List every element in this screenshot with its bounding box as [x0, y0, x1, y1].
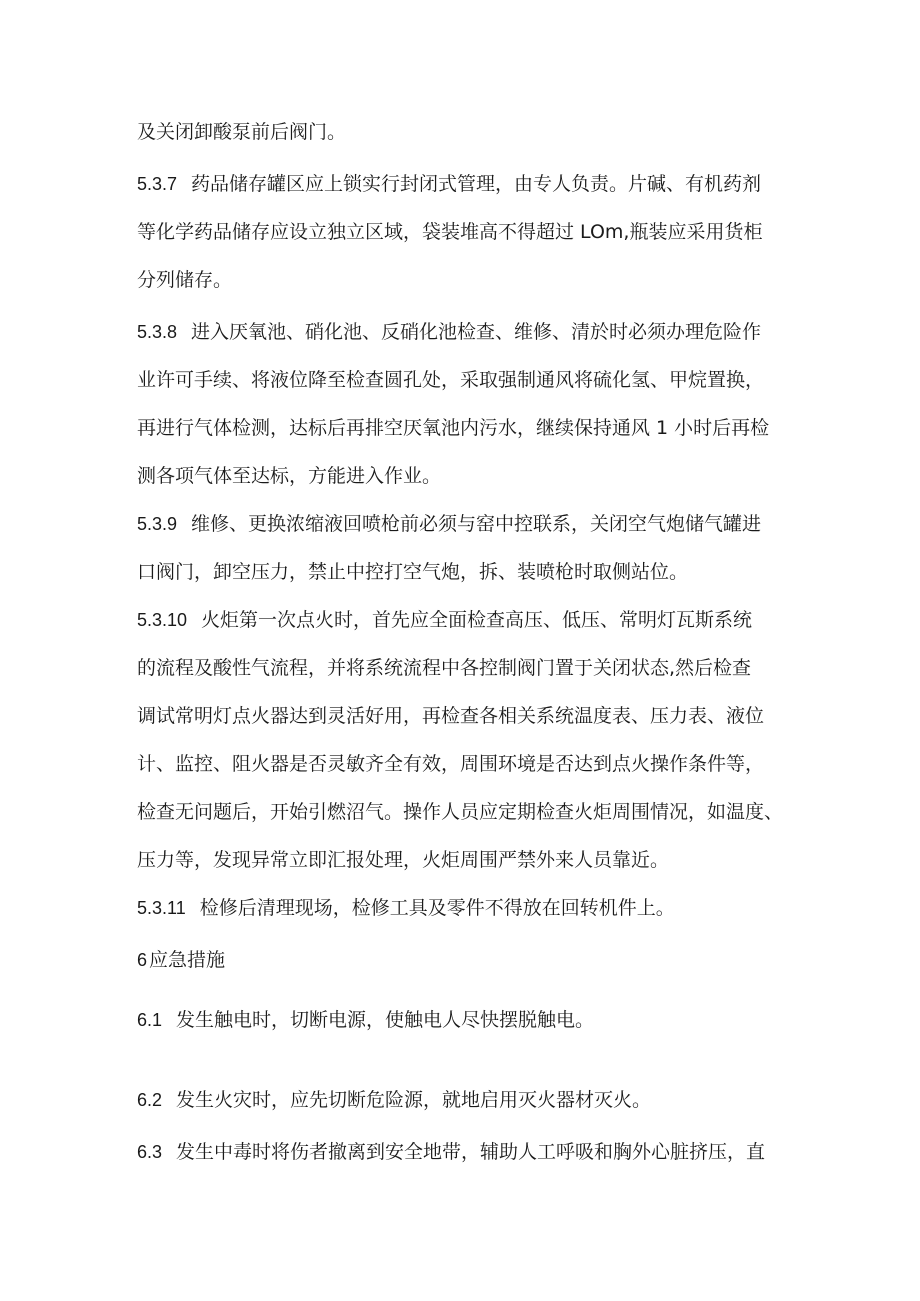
line-text: 业许可手续、将液位降至检查圆孔处，采取强制通风将硫化氢、甲烷置换， — [137, 369, 765, 391]
line-text: 及关闭卸酸泵前后阀门。 — [137, 121, 347, 143]
line-text: 计、监控、阻火器是否灵敏齐全有效，周围环境是否达到点火操作条件等， — [137, 753, 765, 775]
text-line — [137, 699, 797, 733]
line-text: 火炬第一次点火时，首先应全面检查高压、低压、常明灯瓦斯系统 — [201, 609, 753, 631]
line-text: 发生触电时，切断电源，使触电人尽快摆脱触电。 — [176, 1009, 595, 1031]
line-text: 检查无问题后，开始引燃沼气。操作人员应定期检查火炬周围情况，如温度、 — [137, 801, 784, 823]
section-number: 6 — [137, 950, 148, 970]
clause-number: 6.2 — [137, 1090, 163, 1110]
line-text: 维修、更换浓缩液回喷枪前必须与窑中控联系，关闭空气炮储气罐进 — [191, 513, 762, 535]
text-line — [137, 555, 797, 589]
clause-number: 5.3.7 — [137, 174, 178, 194]
clause-6-1 — [137, 1003, 797, 1037]
clause-number: 5.3.8 — [137, 322, 178, 342]
clause-number: 5.3.11 — [137, 898, 186, 918]
line-text: 口阀门，卸空压力，禁止中控打空气炮，拆、装喷枪时取侧站位。 — [137, 561, 689, 583]
text-line — [137, 215, 797, 249]
text-line — [137, 115, 797, 149]
line-text: 进入厌氧池、硝化池、反硝化池检查、维修、清於时必须办理危险作 — [191, 321, 762, 343]
line-text: 的流程及酸性气流程，并将系统流程中各控制阀门置于关闭状态,然后检查 — [137, 657, 752, 679]
text-line — [137, 263, 797, 297]
line-text: 发生火灾时，应先切断危险源，就地启用灭火器材灭火。 — [176, 1089, 652, 1111]
text-line — [137, 843, 797, 877]
line-text: 检修后清理现场，检修工具及零件不得放在回转机件上。 — [199, 897, 675, 919]
text-line — [137, 651, 797, 685]
clause-6-3 — [137, 1135, 797, 1169]
line-text: 发生中毒时将伤者撤离到安全地带，辅助人工呼吸和胸外心脏挤压，直 — [176, 1141, 766, 1163]
text-line — [137, 363, 797, 397]
text-line — [137, 459, 797, 493]
clause-number: 6.1 — [137, 1010, 163, 1030]
line-text: 药品储存罐区应上锁实行封闭式管理，由专人负责。片碱、有机药剂 — [191, 173, 762, 195]
clause-6-2 — [137, 1083, 797, 1117]
line-text: 测各项气体至达标，方能进入作业。 — [137, 465, 442, 487]
clause-5-3-11 — [137, 891, 797, 925]
text-line — [137, 747, 797, 781]
clause-number: 5.3.9 — [137, 514, 178, 534]
line-text: 分列储存。 — [137, 269, 233, 291]
clause-5-3-7 — [137, 167, 797, 201]
line-text: 压力等，发现异常立即汇报处理，火炬周围严禁外来人员靠近。 — [137, 849, 670, 871]
text-line — [137, 411, 797, 445]
line-text: 再进行气体检测，达标后再排空厌氧池内污水，继续保持通风 1 小时后再检 — [137, 417, 770, 439]
section-heading-6 — [137, 943, 797, 977]
line-text: 等化学药品储存应设立独立区域，袋装堆高不得超过 LOm,瓶装应采用货柜 — [137, 221, 763, 243]
clause-5-3-9 — [137, 507, 797, 541]
clause-number: 5.3.10 — [137, 610, 188, 630]
clause-5-3-10 — [137, 603, 797, 637]
clause-5-3-8 — [137, 315, 797, 349]
clause-number: 6.3 — [137, 1142, 163, 1162]
text-line — [137, 795, 797, 829]
section-title: 应急措施 — [149, 949, 226, 971]
line-text: 调试常明灯点火器达到灵活好用，再检查各相关系统温度表、压力表、液位 — [137, 705, 765, 727]
